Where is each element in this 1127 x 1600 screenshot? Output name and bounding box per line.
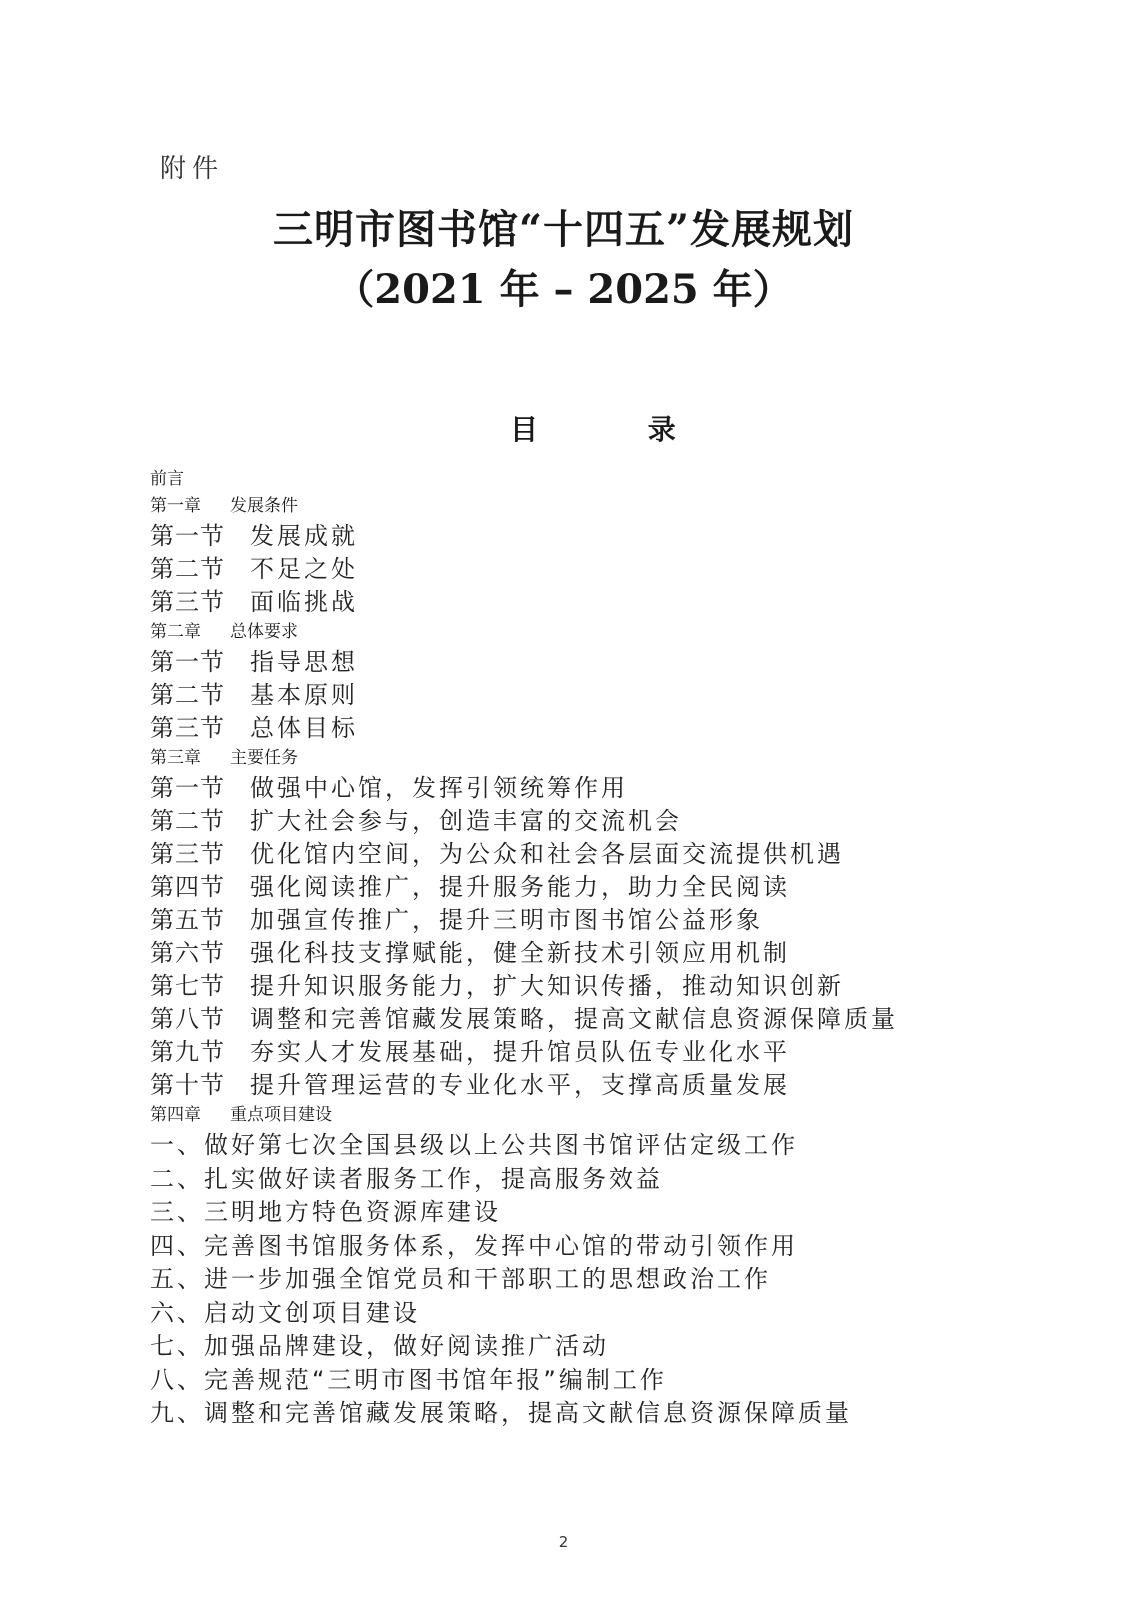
toc-section-title: 调整和完善馆藏发展策略，提高文献信息资源保障质量 <box>250 1005 898 1033</box>
toc-section <box>150 871 898 904</box>
toc-section-number: 第二节 <box>150 681 225 709</box>
toc-chapter <box>150 745 898 772</box>
toc-preface: 前言 <box>150 469 184 489</box>
toc-section <box>150 553 898 586</box>
toc-project-item: 四、完善图书馆服务体系，发挥中心馆的带动引领作用 <box>150 1231 798 1260</box>
toc-section-number: 第一节 <box>150 522 225 550</box>
toc-section-title: 夯实人才发展基础，提升馆员队伍专业化水平 <box>250 1038 790 1066</box>
toc-chapter <box>150 493 898 520</box>
toc-section-title: 强化阅读推广，提升服务能力，助力全民阅读 <box>250 873 790 901</box>
toc-project-item: 六、启动文创项目建设 <box>150 1298 420 1327</box>
toc-section-number: 第二节 <box>150 555 225 583</box>
toc-project-item: 三、三明地方特色资源库建设 <box>150 1198 501 1226</box>
toc-section-number: 第三节 <box>150 840 225 868</box>
toc-chapter-number: 第二章 <box>150 622 201 642</box>
page-number: 2 <box>558 1533 569 1551</box>
toc-section <box>150 1036 898 1069</box>
toc-section-number: 第七节 <box>150 972 225 1000</box>
toc-section-number: 第五节 <box>150 906 225 934</box>
toc-section-number: 第一节 <box>150 648 225 676</box>
toc-chapter-title: 主要任务 <box>230 748 298 768</box>
attachment-label: 附件 <box>160 154 225 184</box>
toc-chapter <box>150 619 898 646</box>
toc-chapter-number: 第一章 <box>150 496 201 516</box>
toc-section <box>150 1003 898 1036</box>
toc-section-title: 提升知识服务能力，扩大知识传播，推动知识创新 <box>250 972 844 1000</box>
toc-section-number: 第三节 <box>150 714 225 742</box>
toc-section-number: 第六节 <box>150 939 225 967</box>
toc-project-item: 七、加强品牌建设，做好阅读推广活动 <box>150 1332 609 1360</box>
toc-section <box>150 679 898 712</box>
toc-section-number: 第一节 <box>150 774 225 802</box>
toc-chapter-title: 发展条件 <box>230 496 298 516</box>
toc-section-number: 第三节 <box>150 588 225 616</box>
toc-section-title: 不足之处 <box>250 555 358 583</box>
toc-section-title: 发展成就 <box>250 522 358 550</box>
toc-section-title: 基本原则 <box>250 681 358 709</box>
toc-chapter-number: 第四章 <box>150 1105 201 1125</box>
toc-project-item: 五、进一步加强全馆党员和干部职工的思想政治工作 <box>150 1265 771 1293</box>
toc-project-item: 八、完善规范“三明市图书馆年报”编制工作 <box>150 1365 667 1394</box>
toc-chapter-title: 重点项目建设 <box>230 1105 332 1125</box>
toc-section <box>150 970 898 1003</box>
toc-section-number: 第二节 <box>150 807 225 835</box>
toc-heading: 目 录 <box>510 413 726 446</box>
toc-project-item: 二、扎实做好读者服务工作，提高服务效益 <box>150 1164 663 1193</box>
toc-project-item: 一、做好第七次全国县级以上公共图书馆评估定级工作 <box>150 1131 798 1159</box>
document-title: 三明市图书馆“十四五”发展规划 <box>272 206 854 253</box>
toc-chapter-title: 总体要求 <box>230 622 298 642</box>
toc-section-number: 第九节 <box>150 1038 225 1066</box>
toc-section-number: 第四节 <box>150 873 225 901</box>
toc-section-number: 第八节 <box>150 1005 225 1033</box>
toc-section <box>150 904 898 937</box>
toc-section <box>150 520 898 553</box>
toc-section-title: 做强中心馆，发挥引领统筹作用 <box>250 774 628 802</box>
toc-section <box>150 838 898 871</box>
toc-section-title: 扩大社会参与，创造丰富的交流机会 <box>250 807 682 835</box>
toc-section-title: 加强宣传推广，提升三明市图书馆公益形象 <box>250 906 763 934</box>
toc-chapter-number: 第三章 <box>150 748 201 768</box>
toc-section-title: 提升管理运营的专业化水平，支撑高质量发展 <box>250 1071 790 1099</box>
toc-section <box>150 646 898 679</box>
toc-section <box>150 586 898 619</box>
toc-section-title: 强化科技支撑赋能，健全新技术引领应用机制 <box>250 939 790 967</box>
toc-project-item: 九、调整和完善馆藏发展策略，提高文献信息资源保障质量 <box>150 1399 852 1427</box>
toc-section-title: 指导思想 <box>250 648 358 676</box>
toc-section <box>150 937 898 970</box>
toc-section-title: 优化馆内空间，为公众和社会各层面交流提供机遇 <box>250 840 844 868</box>
table-of-contents <box>150 466 898 1431</box>
toc-section <box>150 1069 898 1102</box>
toc-section-title: 面临挑战 <box>250 588 358 616</box>
toc-section <box>150 805 898 838</box>
document-subtitle-years: （2021 年 – 2025 年） <box>334 266 793 313</box>
toc-section-number: 第十节 <box>150 1071 225 1099</box>
toc-section-title: 总体目标 <box>250 714 358 742</box>
toc-chapter <box>150 1102 898 1129</box>
toc-section <box>150 772 898 805</box>
toc-section <box>150 712 898 745</box>
